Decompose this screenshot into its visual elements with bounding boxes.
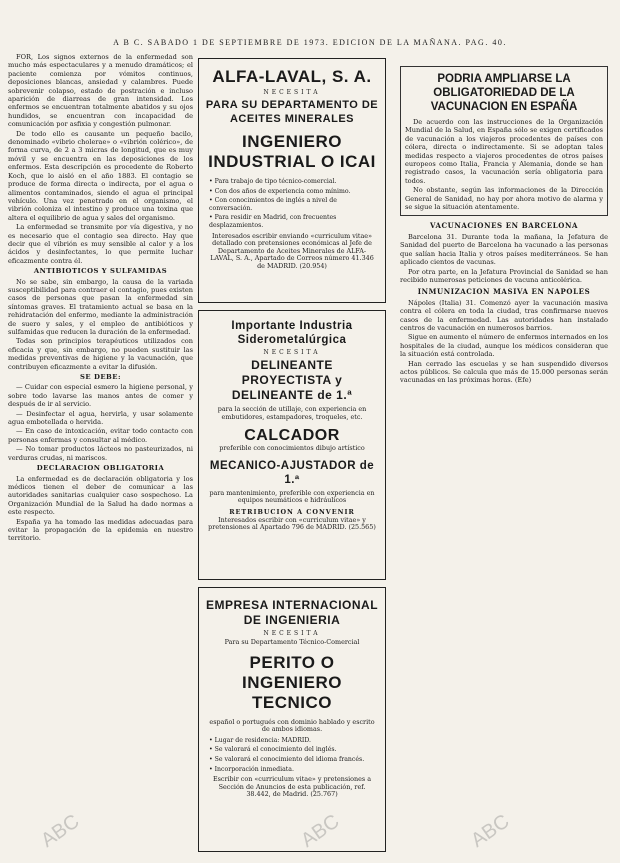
ad-department: PARA SU DEPARTAMENTO DE ACEITES MINERALES <box>205 99 379 125</box>
ad-contact: Interesados escribir enviando «curriculum vitae» detallado con pretensiones económicas al Jefe de Departamento de Aceites Minerales de ALFA-LAVAL, S. A., Apartado de Correos número 41.346 de MADRID. (20.954) <box>210 231 374 270</box>
ad-necesita: NECESITA <box>263 89 321 96</box>
ad-bullet: • Para residir en Madrid, con frecuentes desplazamientos. <box>209 214 337 229</box>
paragraph: La enfermedad se transmite por vía digestiva, y no es necesario que el contagio sea directo. Hay que decir que el vibrión es muy sensible al calor y a los ácidos y desinfectantes, lo que permite luchar eficazmente contra él. <box>8 223 193 265</box>
ad-bullet: • Se valorará el conocimiento del idioma francés. <box>209 755 365 763</box>
ad-ingenieria <box>198 587 386 852</box>
ad-desc: para la sección de utillaje, con experiencia en embutidores, estampadores, troqueles, etc. <box>217 405 367 421</box>
ad-alfa-laval <box>198 58 386 303</box>
ad-role: PERITO O INGENIERO TECNICO <box>242 652 342 712</box>
subheading: INMUNIZACION MASIVA EN NAPOLES <box>417 287 591 297</box>
subheading: ANTIBIOTICOS Y SULFAMIDAS <box>33 267 168 276</box>
paragraph: Todas son principios terapéuticos utilizados con eficacia y que, sin embargo, no pueden sustituir las medidas preventivas de higiene y la vacunación, que contribuyen eficazmente a evitar la difusión. <box>8 337 193 371</box>
ad-role: MECANICO-AJUSTADOR de 1.ª <box>209 459 375 486</box>
paragraph: — No tomar productos lácteos no pasteurizados, ni verduras crudas, ni mariscos. <box>8 445 193 462</box>
ad-role: DELINEANTE PROYECTISTA y DELINEANTE de 1.ª <box>231 358 353 402</box>
page-header: A B C. SABADO 1 DE SEPTIEMBRE DE 1973. EDICION DE LA MAÑANA. PAG. 40. <box>113 38 507 47</box>
watermark-stamp: ABC <box>297 810 344 852</box>
ad-necesita: NECESITA <box>263 630 321 637</box>
paragraph: — Desinfectar el agua, hervirla, y usar solamente agua embotellada o hervida. <box>8 409 193 427</box>
paragraph: De acuerdo con las instrucciones de la Organización Mundial de la Salud, en España sólo se exigen certificados de vacunación a los viajeros procedentes de países con cólera, directa o indirectamente. Si se adoptan tales medidas respecto a viajeros procedentes de otros países europeos como Italia, Francia y Alemania, donde se han registrado casos, la vacunación sería obligatoria para todos. <box>405 118 603 185</box>
subheading: DECLARACION OBLIGATORIA <box>36 464 165 473</box>
ad-bullet: • Lugar de residencia: MADRID. <box>209 736 312 744</box>
paragraph: No obstante, según las informaciones de la Dirección General de Sanidad, no hay por ahora motivo de alarma y se sigue la situación atentamente. <box>405 186 603 212</box>
left-column <box>8 53 193 853</box>
paragraph: FOR, Los signos externos de la enfermedad son mucho más espectaculares y a menudo dramáticos; el paciente comienza por vómitos continuos, deposiciones blancas, ansiedad y calambres. Puede sobrevenir colapso, estado de postración e incluso aparición de diarreas de gran intensidad. Los enfermos se encuentran totalmente abatidos y su ojos hundidos, se encuentran con incapacidad de comunicación por asfixia y congestión pulmonar. <box>8 53 193 129</box>
ad-bullet: • Con conocimientos de inglés a nivel de conversación. <box>209 197 337 212</box>
watermark-stamp: ABC <box>37 810 84 852</box>
ad-role: CALCADOR <box>244 427 340 445</box>
ad-requirement: español o portugués con dominio hablado y escrito de ambos idiomas. <box>209 717 375 734</box>
ad-bullet: • Para trabajo de tipo técnico-comercial. <box>209 178 337 185</box>
ad-department: Para su Departamento Técnico-Comercial <box>224 638 360 646</box>
article-title: PODRIA AMPLIARSE LA OBLIGATORIEDAD DE LA VACUNACION EN ESPAÑA <box>430 73 578 113</box>
ad-bullet: • Incorporación inmediata. <box>209 765 294 773</box>
paragraph: Han cerrado las escuelas y se han suspendido diversos actos públicos. Se calcula que más de 15.000 personas serán vacunadas en las próximas horas. (Efe) <box>400 359 608 385</box>
ad-desc: preferible con conocimientos dibujo artístico <box>219 444 365 453</box>
ad-siderometalurgica <box>198 310 386 580</box>
watermark-stamp: ABC <box>467 810 514 852</box>
subheading: VACUNACIONES EN BARCELONA <box>429 221 579 231</box>
paragraph: Barcelona 31. Durante toda la mañana, la Jefatura de Sanidad del puerto de Barcelona ha vacunado a las personas que salían hacia Italia y otros países mediterráneos. Se han aplicado cientos de vacunas. <box>400 232 608 267</box>
article-box <box>400 66 608 216</box>
paragraph: Por otra parte, en la Jefatura Provincial de Sanidad se han recibido numerosas peticiones de vacuna anticolérica. <box>400 267 608 284</box>
paragraph: De todo ello es causante un pequeño bacilo, denominado «vibrio cholerae» o «vibrión colérico», de forma curva, de 2 a 3 micras de longitud, que es muy móvil y se encuentra en las deposiciones de los enfermos. Esta descripción es procedente de Roberto Koch, que lo aisló en el año 1883. El contagio se produce de forma directa o indirecta, por el agua o alimentos contaminados, siendo el agua el principal vehículo. Una vez penetrado en el organismo, el vibrión coloniza el intestino y produce una toxina que altera el equilibrio de agua y sales del organismo. <box>8 129 193 222</box>
ad-bullet: • Se valorará el conocimiento del inglés. <box>209 746 337 754</box>
paragraph: La enfermedad es de declaración obligatoria y los médicos tienen el deber de comunicar a las autoridades sanitarias cualquier caso sospechoso. La Organización Mundial de la Salud ha dado normas a este respecto. <box>8 474 193 517</box>
ad-company: ALFA-LAVAL, S. A. <box>212 67 372 86</box>
paragraph: Sigue en aumento el número de enfermos internados en los hospitales de la ciudad, aunque los médicos consideran que la situación está controlada. <box>400 333 608 359</box>
ad-contact: Interesados escribir con «curriculum vitae» y pretensiones al Apartado 796 de MADRID. (25.565) <box>208 515 376 532</box>
right-column <box>400 66 608 856</box>
ad-salary: RETRIBUCION A CONVENIR <box>229 507 355 516</box>
paragraph: España ya ha tomado las medidas adecuadas para evitar la propagación de la epidemia en nuestro territorio. <box>8 517 193 543</box>
ad-necesita: NECESITA <box>263 349 321 356</box>
paragraph: — En caso de intoxicación, evitar todo contacto con personas enfermas y consultar al médico. <box>8 427 193 444</box>
paragraph: Nápoles (Italia) 31. Comenzó ayer la vacunación masiva contra el cólera en toda la ciudad, tras confirmarse nuevos casos de la enfermedad. Las autoridades han instalado centros de vacunación en numerosos barrios. <box>400 298 608 332</box>
ad-contact: Escribir con «curriculum vitae» y pretensiones a Sección de Anuncios de esta publicación, ref. 38.442, de Madrid. (25.767) <box>212 775 372 799</box>
ad-desc: para mantenimiento, preferible con experiencia en equipos neumáticos e hidráulicos <box>209 488 375 505</box>
ad-role: INGENIERO INDUSTRIAL O ICAI <box>208 132 376 171</box>
ad-title: Importante Industria Siderometalúrgica <box>231 320 353 346</box>
ad-bullet: • Con dos años de experiencia como mínimo. <box>209 187 351 195</box>
paragraph: — Cuidar con especial esmero la higiene personal, y sobre todo lavarse las manos antes de comer y después de ir al servicio. <box>8 383 193 409</box>
ad-company: EMPRESA INTERNACIONAL DE INGENIERIA <box>205 598 379 627</box>
paragraph: No se sabe, sin embargo, la causa de la variada susceptibilidad para contraer el contagio, pues existen casos de personas que pasan la enfermedad sin síntomas graves. El tratamiento actual se basa en la rehidratación del enfermo, mediante la administración de suero y sales, y el empleo de antibióticos y sulfamidas que reducen la duración de la enfermedad. <box>8 277 193 336</box>
subheading: SE DEBE: <box>80 373 121 382</box>
